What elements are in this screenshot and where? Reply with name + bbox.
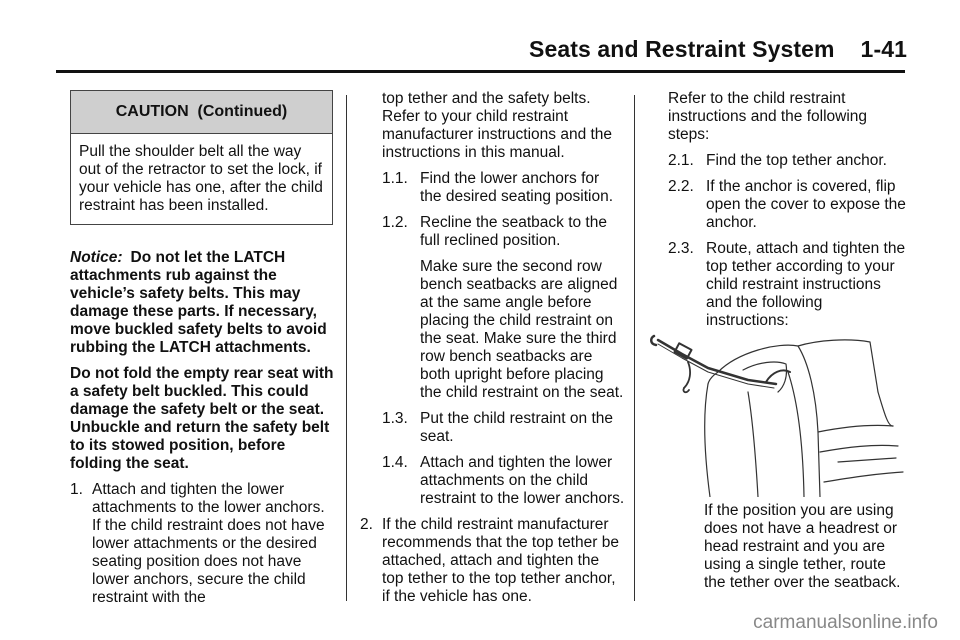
column-2 xyxy=(360,90,625,614)
substep-1-3: 1.3. Put the child restraint on the seat. xyxy=(382,410,614,445)
column-1 xyxy=(70,90,335,607)
substep-1-2: 1.2. Recline the seatback to the full reclined position. xyxy=(382,214,607,249)
notice-paragraph xyxy=(70,249,335,357)
step-2-text-col2: If the child restraint manufacturer recommends that the top tether be attached, attach and tighten the top tether to the top tether anchor, if the vehicle has one. xyxy=(382,516,619,605)
fold-seat-warning: Do not fold the empty rear seat with a safety belt buckled. This could damage the safety belt or the seat. Unbuckle and return the safety belt to its stowed position, before folding the seat. xyxy=(70,365,334,472)
substep-1-1: 1.1. Find the lower anchors for the desired seating position. xyxy=(382,170,614,205)
header-rule xyxy=(56,70,905,73)
substep-1-4: 1.4. Attach and tighten the lower attachments on the child restraint to the lower anchors. xyxy=(382,454,625,507)
caution-box xyxy=(70,90,333,225)
column-divider-2 xyxy=(634,95,635,601)
notice-label: Notice: xyxy=(70,249,123,266)
step-1-text-col1: Attach and tighten the lower attachments to the lower anchors. If the child restraint does not have lower attachments or the desired seating position does not have lower anchors, secure the child restraint with the xyxy=(92,481,325,606)
page-header-title: Seats and Restraint System 1-41 xyxy=(529,36,907,62)
step-1-continued: top tether and the safety belts. Refer to your child restraint manufacturer instructions and the instructions in this manual. xyxy=(382,90,613,161)
headrest-note: If the position you are using does not have a headrest or head restraint and you are using a single tether, route the tether over the seatback. xyxy=(704,502,901,591)
column-3 xyxy=(668,90,908,338)
caution-body: Pull the shoulder belt all the way out of the retractor to set the lock, if your vehicle has one, after the child restraint has been installed. xyxy=(79,143,323,214)
substep-1-2-note: Make sure the second row bench seatbacks are aligned at the same angle before placing the child restraint on the seat. Make sure the third row bench seatbacks are both upright before placing the child restraint on the seat. xyxy=(420,258,624,401)
substep-2-1: 2.1. Find the top tether anchor. xyxy=(668,152,887,169)
watermark-footer: carmanualsonline.info xyxy=(753,612,938,633)
step-2-continued: Refer to the child restraint instructions and the following steps: xyxy=(668,90,868,143)
caution-title: CAUTION (Continued) xyxy=(71,91,332,134)
substep-2-2: 2.2. If the anchor is covered, flip open the cover to expose the anchor. xyxy=(668,178,906,231)
notice-text: Do not let the LATCH attachments rub against the vehicle’s safety belts. This may damage these parts. If necessary, move buckled safety belts to avoid rubbing the LATCH attachments. xyxy=(70,249,327,356)
seat-tether-illustration xyxy=(648,332,906,497)
step-1-number: 1. xyxy=(70,481,83,498)
substep-2-3: 2.3. Route, attach and tighten the top tether according to your child restraint instructions and the following instructions: xyxy=(668,240,906,329)
step-2: 2. If the child restraint manufacturer recommends that the top tether be attached, attach and tighten the top tether to the top tether anchor, if the vehicle has one. xyxy=(360,516,625,606)
